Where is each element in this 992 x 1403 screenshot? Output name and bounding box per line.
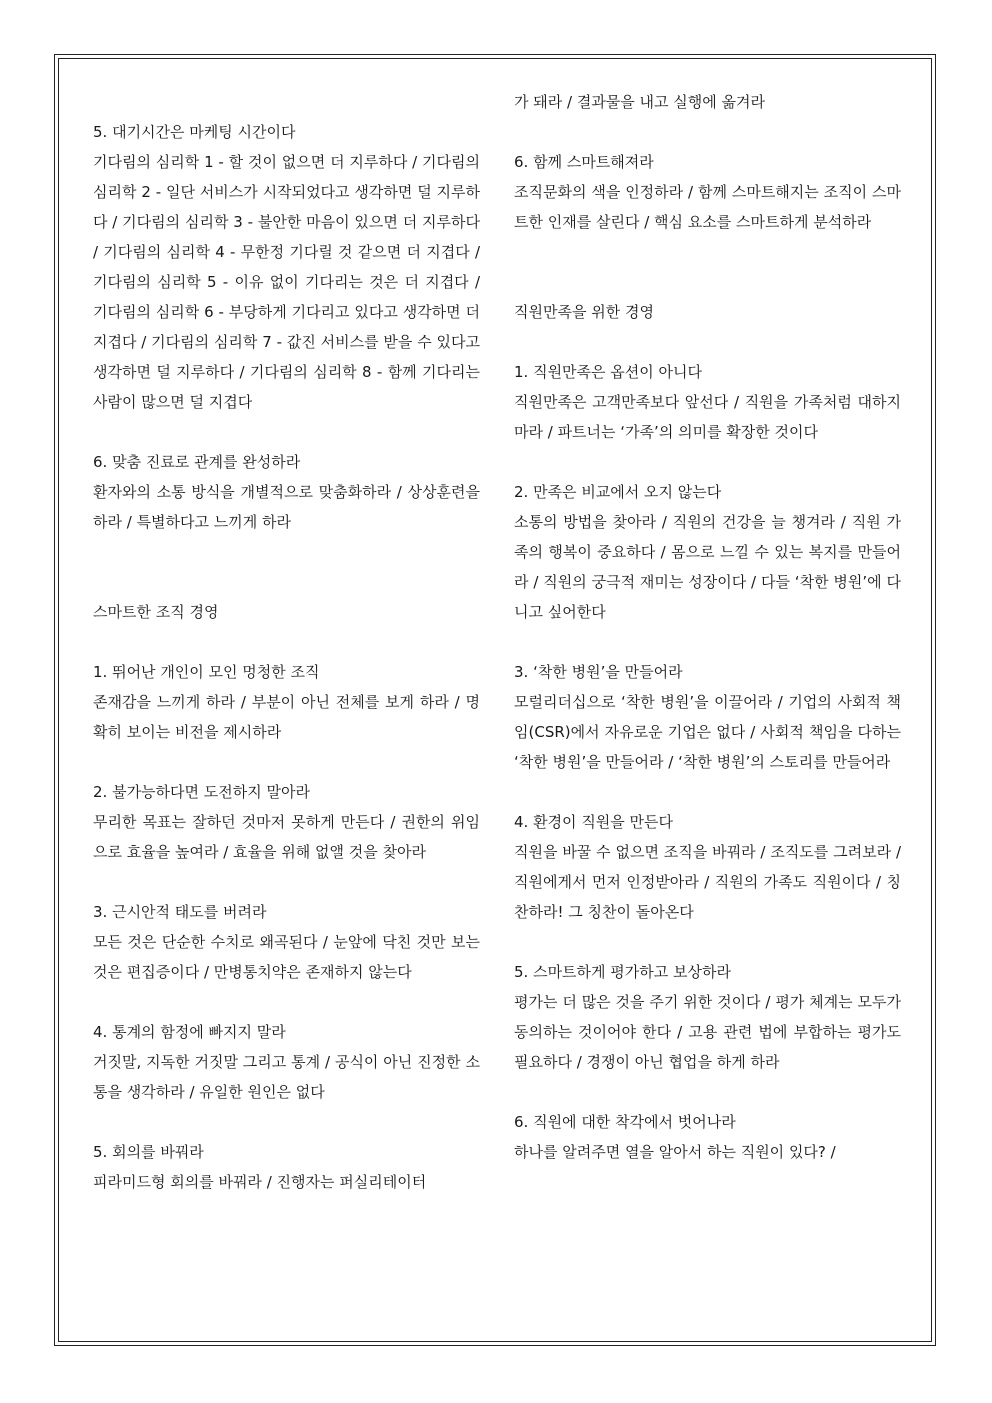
section-title: 3. ‘착한 병원’을 만들어라	[514, 663, 683, 681]
left-column	[93, 117, 480, 1197]
section-body: 거짓말, 지독한 거짓말 그리고 통계 / 공식이 아닌 진정한 소통을 생각하라 / 유일한 원인은 없다	[93, 1053, 480, 1101]
section-body: 모럴리더십으로 ‘착한 병원’을 이끌어라 / 기업의 사회적 책임(CSR)에서 자유로운 기업은 없다 / 사회적 책임을 다하는 ‘착한 병원’을 만들어라 / ‘착한 병원’의 스토리를 만들어라	[514, 693, 902, 771]
section-title: 1. 직원만족은 옵션이 아니다	[514, 363, 703, 381]
section-title: 2. 만족은 비교에서 오지 않는다	[514, 483, 722, 501]
section-title: 5. 스마트하게 평가하고 보상하라	[514, 963, 731, 981]
section-body-continued: 가 돼라 / 결과물을 내고 실행에 옮겨라	[514, 93, 766, 111]
section-body: 직원만족은 고객만족보다 앞선다 / 직원을 가족처럼 대하지 마라 / 파트너는 ‘가족’의 의미를 확장한 것이다	[514, 393, 901, 441]
section-body: 하나를 알려주면 열을 알아서 하는 직원이 있다? /	[514, 1143, 836, 1161]
section-body: 기다림의 심리학 1 - 할 것이 없으면 더 지루하다 / 기다림의 심리학 2 - 일단 서비스가 시작되었다고 생각하면 덜 지루하다 / 기다림의 심리학 3 - 불안한 마음이 있으면 더 지루하다 / 기다림의 심리학 4 - 무한정 기다릴 것 같으면 더 지겹다 / 기다림의 심리학 5 - 이유 없이 기다리는 것은 더 지겹다 / 기다림의 심리학 6 - 부당하게 기다리고 있다고 생각하면 더 지겹다 / 기다림의 심리학 7 - 값진 서비스를 받을 수 있다고 생각하면 덜 지루하다 / 기다림의 심리학 8 - 함께 기다리는 사람이 많으면 덜 지겹다	[93, 153, 480, 411]
chapter-heading: 직원만족을 위한 경영	[514, 303, 654, 321]
section-title: 1. 뛰어난 개인이 모인 멍청한 조직	[93, 663, 320, 681]
section-body: 조직문화의 색을 인정하라 / 함께 스마트해지는 조직이 스마트한 인재를 살린다 / 핵심 요소를 스마트하게 분석하라	[514, 183, 901, 231]
section-body: 모든 것은 단순한 수치로 왜곡된다 / 눈앞에 닥친 것만 보는 것은 편집증이다 / 만병통치약은 존재하지 않는다	[93, 933, 480, 981]
section-title: 6. 직원에 대한 착각에서 벗어나라	[514, 1113, 736, 1131]
section-body: 환자와의 소통 방식을 개별적으로 맞춤화하라 / 상상훈련을 하라 / 특별하다고 느끼게 하라	[93, 483, 480, 531]
section-title: 3. 근시안적 태도를 버려라	[93, 903, 267, 921]
section-title: 2. 불가능하다면 도전하지 말아라	[93, 783, 310, 801]
section-body: 직원을 바꿀 수 없으면 조직을 바꿔라 / 조직도를 그려보라 / 직원에게서 먼저 인정받아라 / 직원의 가족도 직원이다 / 칭찬하라! 그 칭찬이 돌아온다	[514, 843, 901, 921]
section-body: 존재감을 느끼게 하라 / 부분이 아닌 전체를 보게 하라 / 명확히 보이는 비전을 제시하라	[93, 693, 480, 741]
section-body: 무리한 목표는 잘하던 것마저 못하게 만든다 / 권한의 위임으로 효율을 높여라 / 효율을 위해 없앨 것을 찾아라	[93, 813, 480, 861]
chapter-heading: 스마트한 조직 경영	[93, 603, 219, 621]
section-title: 6. 함께 스마트해져라	[514, 153, 654, 171]
section-title: 5. 대기시간은 마케팅 시간이다	[93, 123, 296, 141]
section-body: 소통의 방법을 찾아라 / 직원의 건강을 늘 챙겨라 / 직원 가족의 행복이 중요하다 / 몸으로 느낄 수 있는 복지를 만들어라 / 직원의 궁극적 재미는 성장이다 / 다들 ‘착한 병원’에 다니고 싶어한다	[514, 513, 901, 621]
right-column	[514, 87, 901, 1167]
section-title: 6. 맞춤 진료로 관계를 완성하라	[93, 453, 301, 471]
section-title: 5. 회의를 바꿔라	[93, 1143, 204, 1161]
section-title: 4. 통계의 함정에 빠지지 말라	[93, 1023, 286, 1041]
section-body: 평가는 더 많은 것을 주기 위한 것이다 / 평가 체계는 모두가 동의하는 것이어야 한다 / 고용 관련 법에 부합하는 평가도 필요하다 / 경쟁이 아닌 협업을 하게 하라	[514, 993, 901, 1071]
section-title: 4. 환경이 직원을 만든다	[514, 813, 674, 831]
section-body: 피라미드형 회의를 바꿔라 / 진행자는 퍼실리테이터	[93, 1173, 427, 1191]
